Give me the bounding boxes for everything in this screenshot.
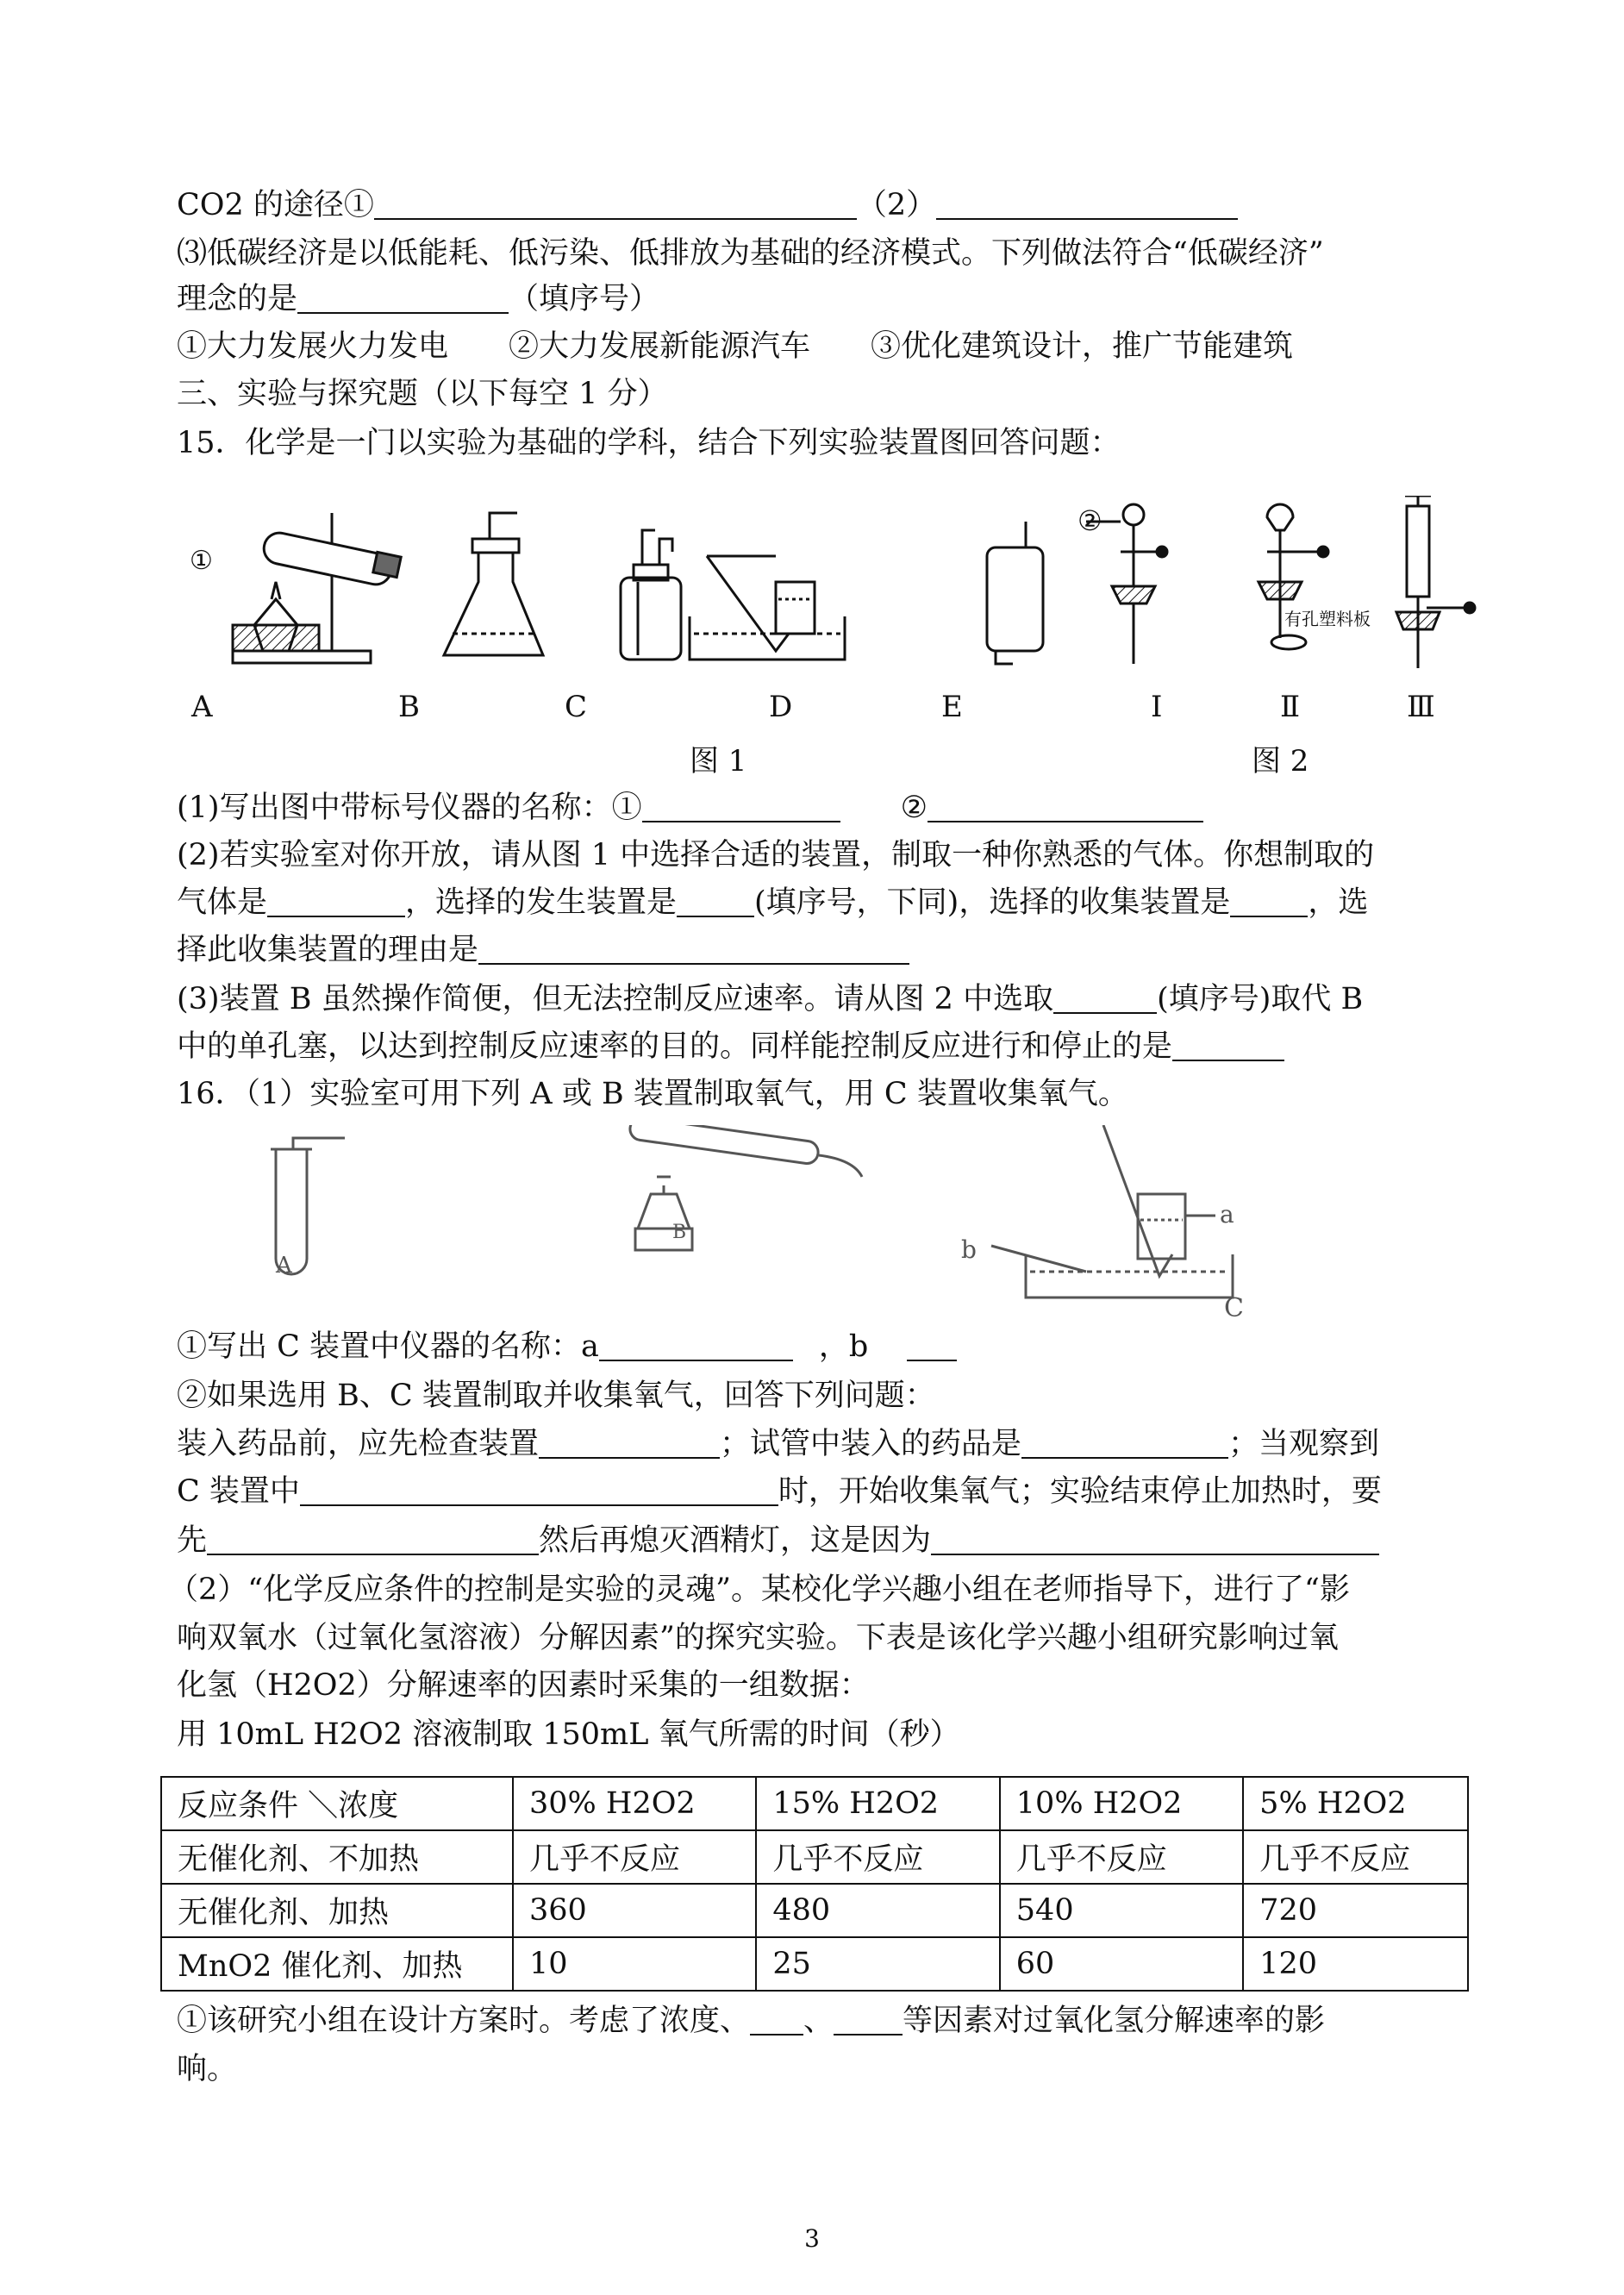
table-cell: 无催化剂、不加热: [161, 1830, 513, 1884]
table-cell: 25: [756, 1937, 999, 1991]
label-16a: A: [276, 1253, 292, 1279]
apparatus-iii: [1396, 496, 1475, 668]
label-ii: Ⅱ: [1280, 690, 1301, 724]
table-row: [161, 1830, 1468, 1884]
q16-c5: [177, 1522, 1379, 1560]
caption-figure-1: 图 1: [690, 744, 747, 779]
table-header-cell: 反应条件 ＼浓度: [161, 1777, 513, 1830]
table-row: [161, 1884, 1468, 1937]
answer-blank[interactable]: [207, 1524, 539, 1555]
text-reason: 择此收集装置的理由是: [177, 933, 479, 967]
marker-2: ②: [1077, 504, 1102, 537]
answer-blank[interactable]: [297, 283, 509, 314]
answer-blank[interactable]: [1172, 1030, 1284, 1061]
table-header-cell: 30% H2O2: [513, 1777, 756, 1830]
text-check: 装入药品前，应先检查装置: [177, 1427, 540, 1461]
line-low-carbon: ⑶低碳经济是以低能耗、低污染、低排放为基础的经济模式。下列做法符合“低碳经济”: [177, 236, 1324, 271]
h2o2-data-table: [160, 1776, 1469, 1992]
table-cell: 无催化剂、加热: [161, 1884, 513, 1937]
text-generator: ，选择的发生装置是: [405, 885, 678, 920]
q16-p2a: （2）“化学反应条件的控制是实验的灵魂”。某校化学兴趣小组在老师指导下，进行了“影: [168, 1573, 1350, 1607]
line-concept: [177, 280, 659, 318]
text-concept: 理念的是: [177, 282, 298, 316]
label-plastic-plate: 有孔塑料板: [1284, 609, 1371, 629]
table-cell: 几乎不反应: [756, 1830, 999, 1884]
text-collect: 时，开始收集氧气；实验结束停止加热时，要: [778, 1474, 1382, 1509]
answer-blank[interactable]: [478, 934, 909, 965]
answer-blank[interactable]: [931, 1524, 1379, 1555]
apparatus-e: [987, 522, 1043, 664]
label-b: B: [398, 690, 420, 724]
text-instrument-b: ，b: [818, 1329, 869, 1364]
q15-2c: [177, 931, 909, 969]
answer-blank[interactable]: [750, 2004, 803, 2035]
page-number: 3: [804, 2224, 820, 2253]
q16-final: [177, 2002, 1325, 2040]
text-co2-pathway: CO2 的途径①: [177, 188, 374, 222]
apparatus-b: [444, 513, 543, 655]
text-select: ，选: [1308, 885, 1369, 920]
figure-1-2-apparatus: [172, 496, 1483, 779]
table-cell: 几乎不反应: [1000, 1830, 1243, 1884]
answer-blank[interactable]: [599, 1330, 793, 1361]
table-cell: 120: [1243, 1937, 1468, 1991]
question-16: 16．（1）实验室可用下列 A 或 B 装置制取氧气，用 C 装置收集氧气。: [177, 1077, 1128, 1111]
answer-blank[interactable]: [1053, 983, 1157, 1014]
text-part2: （2）: [856, 188, 937, 222]
label-d: D: [769, 690, 793, 724]
text-stop-start: 中的单孔塞，以达到控制反应速率的目的。同样能控制反应进行和停止的是: [177, 1029, 1173, 1064]
text-marker-2: ②: [900, 791, 928, 825]
answer-blank[interactable]: [300, 1475, 778, 1506]
line-options: ①大力发展火力发电 ②大力发展新能源汽车 ③优化建筑设计，推广节能建筑: [177, 329, 1294, 364]
label-iii: Ⅲ: [1407, 690, 1435, 724]
text-comma: 、: [803, 2004, 834, 2038]
table-cell: 360: [513, 1884, 756, 1937]
answer-blank[interactable]: [267, 886, 405, 917]
answer-blank[interactable]: [1021, 1428, 1228, 1459]
label-16b: B: [672, 1222, 687, 1243]
answer-blank[interactable]: [677, 886, 754, 917]
q16-p2c: 化氢（H2O2）分解速率的因素时采集的一组数据：: [177, 1668, 870, 1703]
q16-c4: [177, 1473, 1382, 1510]
q16-final-end: 响。: [177, 2052, 238, 2086]
apparatus-16b: [628, 1125, 862, 1250]
answer-blank[interactable]: [642, 791, 840, 822]
table-cell: 60: [1000, 1937, 1243, 1991]
table-caption: 用 10mL H2O2 溶液制取 150mL 氧气所需的时间（秒）: [177, 1717, 960, 1752]
apparatus-16c: [991, 1125, 1233, 1298]
text-q15-1: (1)写出图中带标号仪器的名称：①: [177, 791, 642, 825]
q15-3a: [177, 980, 1363, 1018]
q16-p2b: 响双氧水（过氧化氢溶液）分解因素”的探究实验。下表是该化学兴趣小组研究影响过氧: [177, 1621, 1339, 1655]
text-gas: 气体是: [177, 885, 268, 920]
table-cell: 720: [1243, 1884, 1468, 1937]
label-c: C: [565, 690, 588, 724]
q16-c2: ②如果选用 B、C 装置制取并收集氧气，回答下列问题：: [177, 1379, 935, 1413]
answer-blank[interactable]: [907, 1330, 957, 1361]
table-cell: 几乎不反应: [1243, 1830, 1468, 1884]
text-q15-3: (3)装置 B 虽然操作简便，但无法控制反应速率。请从图 2 中选取: [177, 982, 1054, 1016]
table-cell: 540: [1000, 1884, 1243, 1937]
text-factors: ①该研究小组在设计方案时。考虑了浓度、: [177, 2004, 751, 2038]
question-15: 15．化学是一门以实验为基础的学科，结合下列实验装置图回答问题：: [177, 426, 1121, 460]
text-influence: 等因素对过氧化氢分解速率的影: [903, 2004, 1326, 2038]
text-first: 先: [177, 1523, 208, 1558]
table-header-row: [161, 1777, 1468, 1830]
text-replace-b: (填序号)取代 B: [1157, 982, 1364, 1016]
table-header-cell: 15% H2O2: [756, 1777, 999, 1830]
q15-2b: [177, 884, 1368, 922]
q15-3b: [177, 1028, 1284, 1066]
table-cell: 10: [513, 1937, 756, 1991]
section-heading: 三、实验与探究题（以下每空 1 分）: [177, 377, 668, 411]
text-c-device: C 装置中: [177, 1474, 300, 1509]
text-observe: ；当观察到: [1228, 1427, 1380, 1461]
answer-blank[interactable]: [374, 189, 857, 220]
label-16c: C: [1224, 1293, 1244, 1323]
figure-16-apparatus: [259, 1125, 1465, 1332]
q15-2a: (2)若实验室对你开放，请从图 1 中选择合适的装置，制取一种你熟悉的气体。你想制取的: [177, 838, 1375, 872]
table-cell: 几乎不反应: [513, 1830, 756, 1884]
text-instrument-a: ①写出 C 装置中仪器的名称：a: [177, 1329, 599, 1364]
answer-blank[interactable]: [539, 1428, 720, 1459]
answer-blank[interactable]: [928, 791, 1203, 822]
apparatus-c: [621, 530, 681, 660]
q15-1: [177, 789, 1203, 827]
table-header-cell: 5% H2O2: [1243, 1777, 1468, 1830]
marker-1: ①: [190, 546, 213, 576]
label-a: A: [191, 690, 213, 724]
label-b-trough: b: [961, 1235, 977, 1264]
label-e: E: [941, 690, 963, 724]
answer-blank[interactable]: [936, 189, 1238, 220]
apparatus-d: [690, 556, 845, 660]
table-cell: MnO2 催化剂、加热: [161, 1937, 513, 1991]
table-cell: 480: [756, 1884, 999, 1937]
table-row: [161, 1937, 1468, 1991]
answer-blank[interactable]: [1230, 886, 1308, 917]
apparatus-a: [233, 513, 401, 663]
answer-blank[interactable]: [834, 2004, 903, 2035]
label-i: Ⅰ: [1151, 690, 1163, 724]
text-extinguish: 然后再熄灭酒精灯，这是因为: [539, 1523, 932, 1558]
line-co2-pathway: [177, 186, 1238, 224]
text-fill-number: （填序号）: [509, 282, 660, 316]
table-header-cell: 10% H2O2: [1000, 1777, 1243, 1830]
text-collector: (填序号，下同)，选择的收集装置是: [754, 885, 1231, 920]
label-a-bottle: a: [1220, 1200, 1234, 1229]
caption-figure-2: 图 2: [1252, 744, 1309, 779]
q16-c3: [177, 1425, 1379, 1463]
text-reagent: ；试管中装入的药品是: [720, 1427, 1022, 1461]
q16-c1: [177, 1328, 957, 1366]
